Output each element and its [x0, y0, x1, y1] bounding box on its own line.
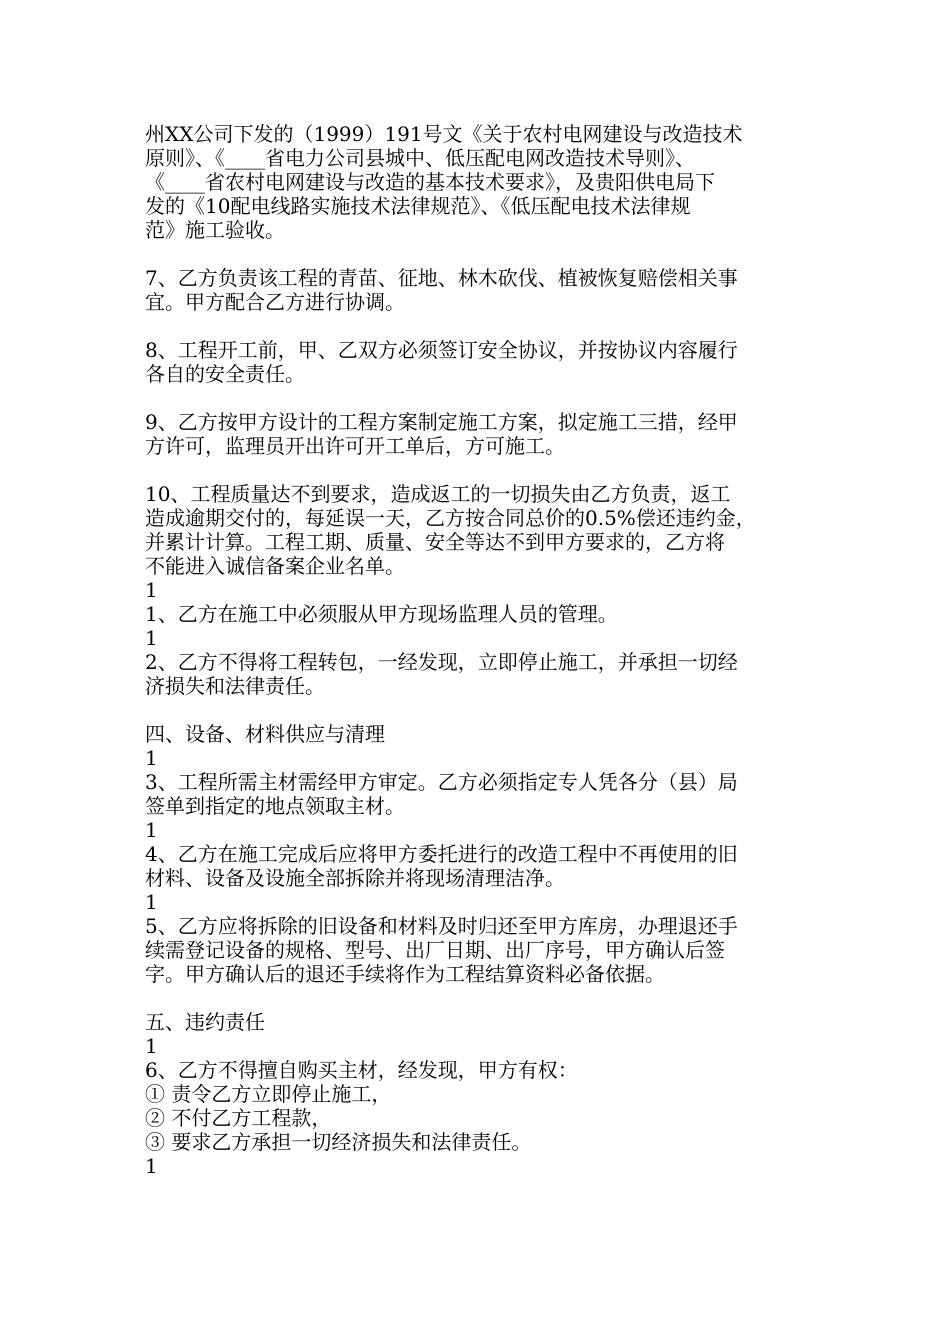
text-line: 原则》、《____省电力公司县城中、低压配电网改造技术导则》、 — [145, 146, 695, 170]
text-line: 五、违约责任 — [145, 1010, 265, 1034]
text-line: 8、工程开工前，甲、乙双方必须签订安全协议，并按协议内容履行 — [145, 338, 738, 362]
text-line: 6、乙方不得擅自购买主材，经发现，甲方有权： — [145, 1058, 578, 1082]
text-line: ③ 要求乙方承担一切经济损失和法律责任。 — [145, 1130, 532, 1154]
text-line: 9、乙方按甲方设计的工程方案制定施工方案，拟定施工三措，经甲 — [145, 410, 738, 434]
paragraph — [145, 338, 810, 386]
text-line: 范》施工验收。 — [145, 218, 285, 242]
document-page — [145, 122, 810, 1178]
text-line: ① 责令乙方立即停止施工， — [145, 1082, 392, 1106]
text-line: 1 — [145, 626, 158, 650]
paragraph — [145, 482, 810, 698]
text-line: 《____省农村电网建设与改造的基本技术要求》，及贵阳供电局下 — [145, 170, 715, 194]
text-line: 造成逾期交付的，每延误一天，乙方按合同总价的0.5%偿还违约金， — [145, 506, 756, 530]
text-line: 各自的安全责任。 — [145, 362, 305, 386]
paragraph-gap — [145, 314, 810, 338]
text-line: 宜。甲方配合乙方进行协调。 — [145, 290, 405, 314]
text-line: 并累计计算。工程工期、质量、安全等达不到甲方要求的，乙方将 — [145, 530, 725, 554]
text-line: 发的《10配电线路实施技术法律规范》、《低压配电技术法律规 — [145, 194, 691, 218]
paragraph — [145, 1010, 810, 1178]
text-line: 1、乙方在施工中必须服从甲方现场监理人员的管理。 — [145, 602, 618, 626]
text-line: 4、乙方在施工完成后应将甲方委托进行的改造工程中不再使用的旧 — [145, 842, 738, 866]
text-line: 5、乙方应将拆除的旧设备和材料及时归还至甲方库房，办理退还手 — [145, 914, 738, 938]
text-line: 续需登记设备的规格、型号、出厂日期、出厂序号，甲方确认后签 — [145, 938, 725, 962]
text-line: 字。甲方确认后的退还手续将作为工程结算资料必备依据。 — [145, 962, 665, 986]
paragraph — [145, 722, 810, 986]
text-line: 1 — [145, 818, 158, 842]
text-line: 1 — [145, 890, 158, 914]
paragraph-gap — [145, 242, 810, 266]
text-line: 2、乙方不得将工程转包，一经发现，立即停止施工，并承担一切经 — [145, 650, 738, 674]
text-line: 1 — [145, 578, 158, 602]
text-line: 签单到指定的地点领取主材。 — [145, 794, 405, 818]
paragraph-gap — [145, 986, 810, 1010]
paragraph-gap — [145, 386, 810, 410]
paragraph — [145, 266, 810, 314]
text-line: 四、设备、材料供应与清理 — [145, 722, 385, 746]
text-line: 不能进入诚信备案企业名单。 — [145, 554, 405, 578]
text-line: 1 — [145, 1034, 158, 1058]
paragraph — [145, 410, 810, 458]
text-line: 方许可，监理员开出许可开工单后，方可施工。 — [145, 434, 565, 458]
text-line: 1 — [145, 1154, 158, 1178]
text-line: 1 — [145, 746, 158, 770]
text-line: ② 不付乙方工程款， — [145, 1106, 332, 1130]
text-line: 3、工程所需主材需经甲方审定。乙方必须指定专人凭各分（县）局 — [145, 770, 738, 794]
paragraph-gap — [145, 698, 810, 722]
text-line: 7、乙方负责该工程的青苗、征地、林木砍伐、植被恢复赔偿相关事 — [145, 266, 738, 290]
text-line: 10、工程质量达不到要求，造成返工的一切损失由乙方负责，返工 — [145, 482, 731, 506]
text-line: 材料、设备及设施全部拆除并将现场清理洁净。 — [145, 866, 565, 890]
paragraph — [145, 122, 810, 242]
text-line: 州XX公司下发的（1999）191号文《关于农村电网建设与改造技术 — [145, 122, 743, 146]
paragraph-gap — [145, 458, 810, 482]
text-line: 济损失和法律责任。 — [145, 674, 325, 698]
